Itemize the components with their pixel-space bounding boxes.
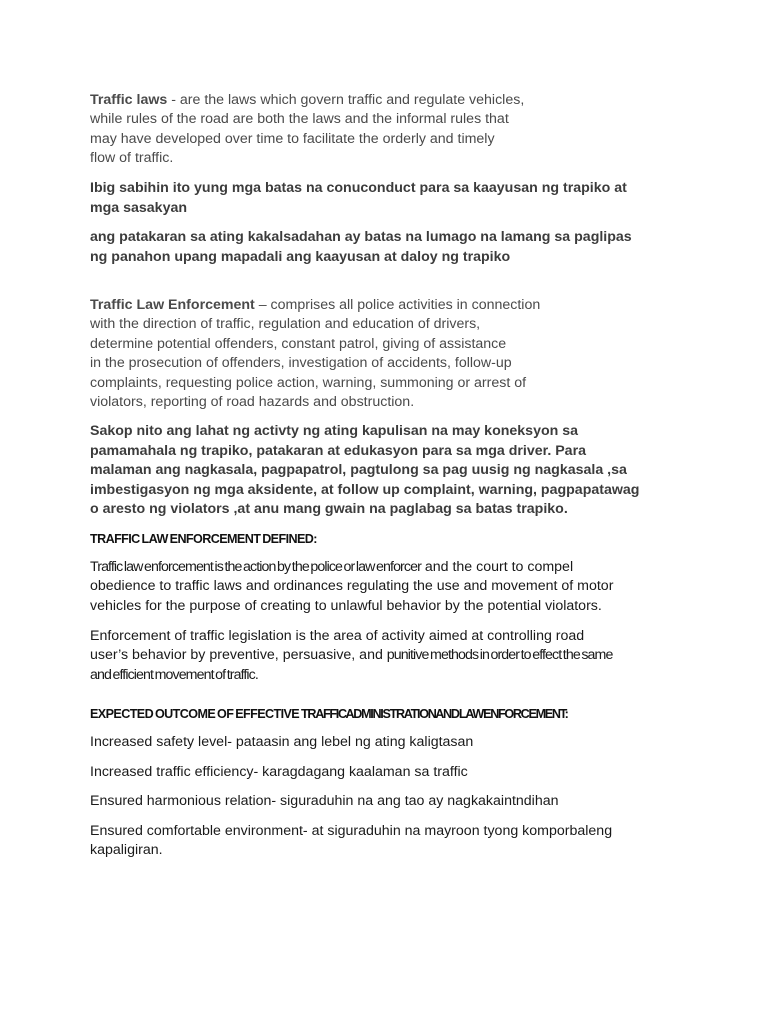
text-line: kapaligiran. <box>90 842 163 859</box>
text-line: in the prosecution of offenders, investigation of accidents, follow-up <box>90 355 512 372</box>
text-segment: EXPECTED OUTCOME OF EFFECTIVE <box>90 707 302 721</box>
text-line: Sakop nito ang lahat ng activty ng ating kapulisan na may koneksyon sa <box>90 423 579 439</box>
text-segment: punitive methods in order to effect the same <box>386 647 613 664</box>
text-segment: user’s behavior by preventive, persuasive, and <box>90 647 387 664</box>
text-line: Enforcement of traffic legislation is the area of activity aimed at controlling road <box>90 628 585 644</box>
outcome-item: Ensured harmonious relation- siguraduhin na ang tao ay nagkakaintndihan <box>90 793 559 809</box>
heading-expected-outcome <box>90 705 568 723</box>
text-line: obedience to traffic laws and ordinances regulating the use and movement of motor <box>90 578 614 595</box>
text-line: may have developed over time to facilitate the orderly and timely <box>90 130 495 147</box>
text-line: - are the laws which govern traffic and regulate vehicles, <box>167 92 525 108</box>
text-line: ang patakaran sa ating kakalsadahan ay batas na lumago na lamang sa paglipas <box>90 229 632 245</box>
text-line: pamamahala ng trapiko, patakaran at edukasyon para sa mga driver. Para <box>90 442 586 459</box>
text-line: imbestigasyon ng mga aksidente, at follow up complaint, warning, pagpapatawag <box>90 481 640 498</box>
text-line: with the direction of traffic, regulation and education of drivers, <box>90 316 481 333</box>
text-line: Ensured comfortable environment- at siguraduhin na mayroon tyong komporbaleng <box>90 823 613 839</box>
text-line: – comprises all police activities in connection <box>254 297 541 313</box>
text-line: o aresto ng violators ,at anu mang gwain na paglabag sa batas trapiko. <box>90 501 568 518</box>
outcome-item <box>90 822 612 861</box>
text-segment: TRAFFIC ADMINISTRATION AND LAW ENFORCEMENT: <box>301 707 568 721</box>
traffic-laws-term: Traffic laws <box>90 92 168 108</box>
enforcement-term: Traffic Law Enforcement <box>90 297 255 313</box>
text-line: determine potential offenders, constant patrol, giving of assistance <box>90 335 507 352</box>
outcome-item: Increased traffic efficiency- karagdagang kaalaman sa traffic <box>90 764 468 780</box>
text-line: mga sasakyan <box>90 199 188 216</box>
legislation-paragraph <box>90 627 612 685</box>
text-segment: and efficient movement of traffic. <box>90 666 258 683</box>
heading-enforcement-defined: TRAFFIC LAW ENFORCEMENT DEFINED: <box>90 532 317 546</box>
traffic-laws-paragraph <box>90 91 524 169</box>
text-line: malaman ang nagkasala, pagpapatrol, pagtulong sa pag uusig ng nagkasala ,sa <box>90 462 627 479</box>
tagalog-paragraph-2 <box>90 228 632 267</box>
enforcement-paragraph <box>90 296 540 412</box>
text-line: while rules of the road are both the laws and the informal rules that <box>90 111 509 128</box>
text-line: complaints, requesting police action, warning, summoning or arrest of <box>90 374 527 391</box>
text-line: ng panahon upang mapadali ang kaayusan at daloy ng trapiko <box>90 248 511 265</box>
text-line: flow of traffic. <box>90 150 174 167</box>
text-line: Ibig sabihin ito yung mga batas na conuconduct para sa kaayusan ng trapiko at <box>90 180 627 196</box>
text-line: violators, reporting of road hazards and obstruction. <box>90 394 415 411</box>
text-segment: Traffic law enforcement is the action by the police or law enforcer <box>90 559 421 575</box>
outcome-item: Increased safety level- pataasin ang lebel ng ating kaligtasan <box>90 734 474 750</box>
text-segment: and the court to compel <box>420 559 574 575</box>
tagalog-paragraph-1 <box>90 179 627 218</box>
definition-paragraph <box>90 558 613 616</box>
tagalog-paragraph-3 <box>90 422 639 520</box>
text-line: vehicles for the purpose of creating to unlawful behavior by the potential violators. <box>90 597 602 614</box>
